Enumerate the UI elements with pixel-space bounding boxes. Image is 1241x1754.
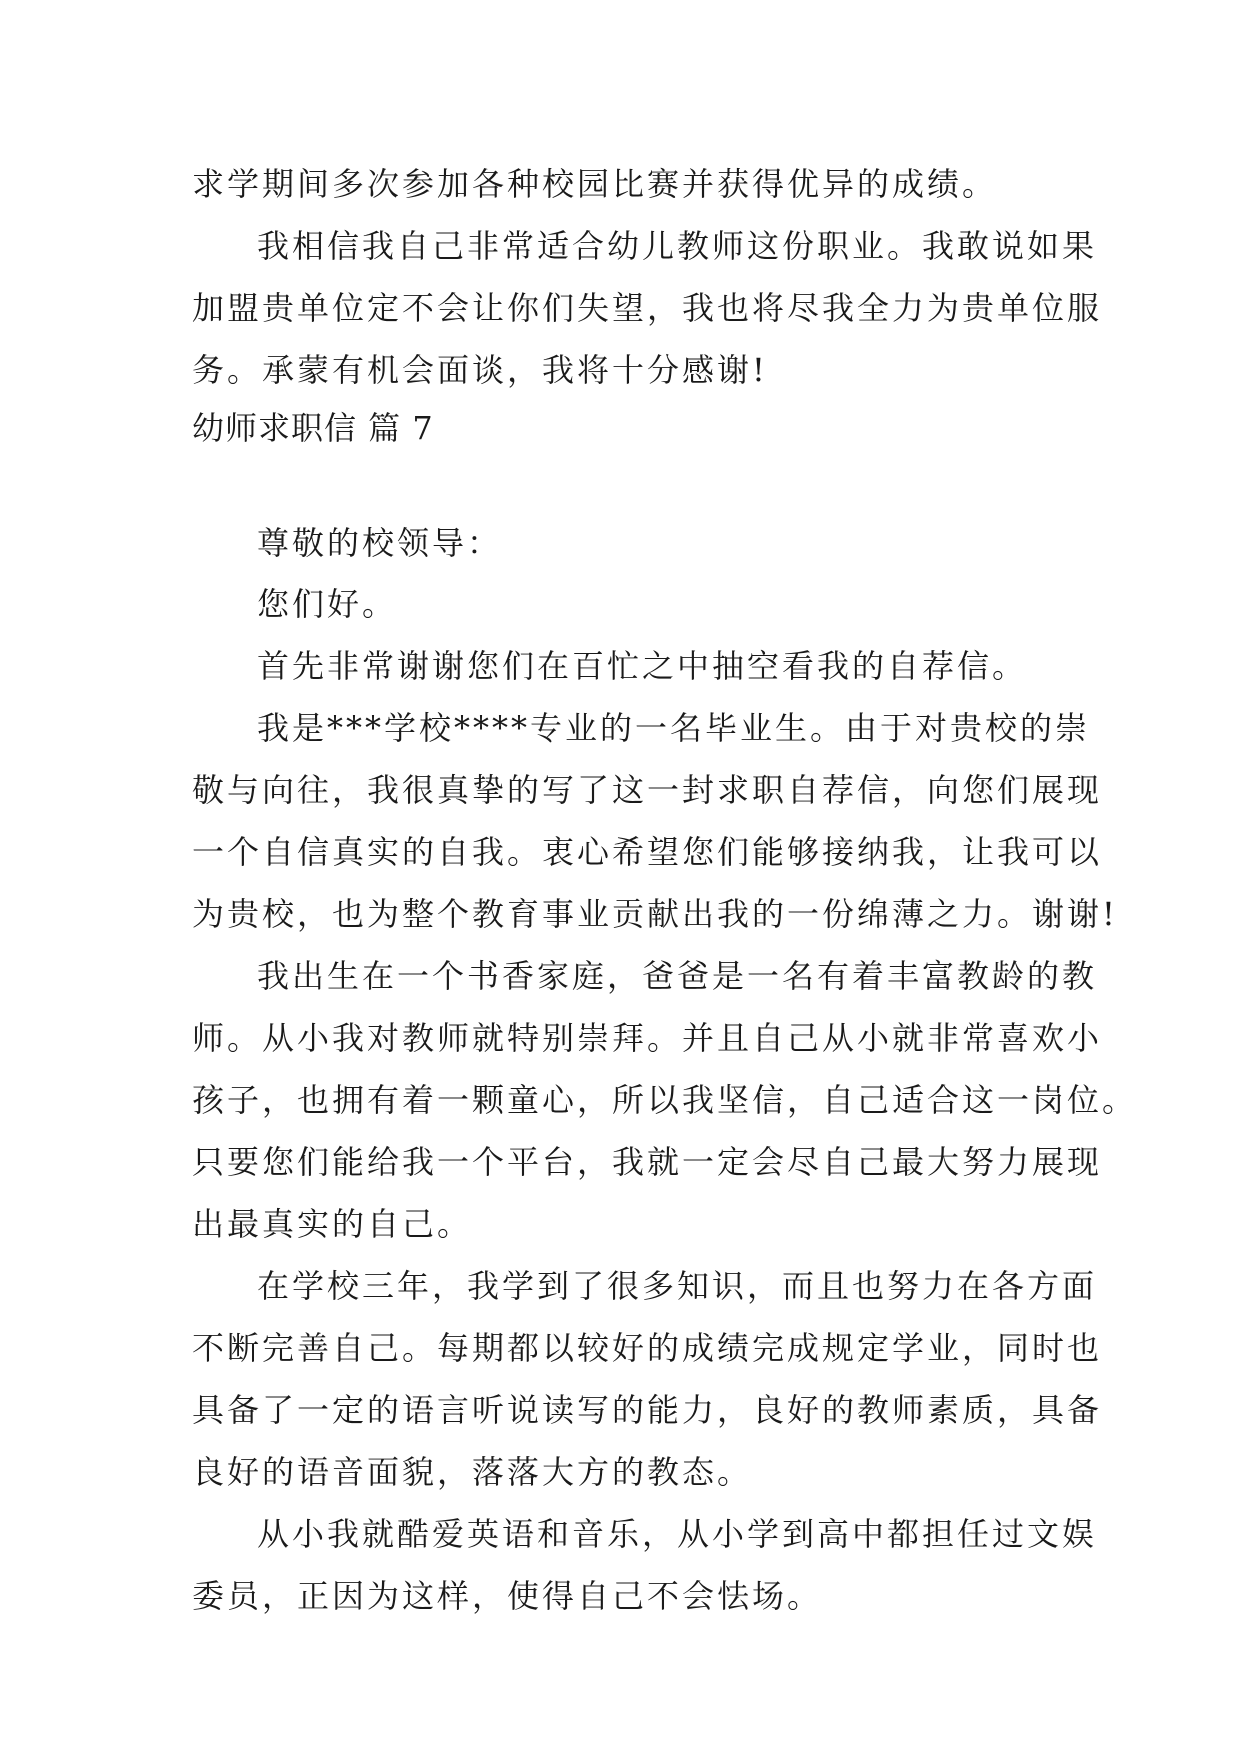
paragraph-first-line: 我出生在一个书香家庭，爸爸是一名有着丰富教龄的教 (257, 957, 1098, 995)
text-line: 良好的语音面貌，落落大方的教态。 (192, 1453, 753, 1491)
text-line: 敬与向往，我很真挚的写了这一封求职自荐信，向您们展现 (192, 771, 1103, 809)
text-line: 具备了一定的语言听说读写的能力，良好的教师素质，具备 (192, 1391, 1103, 1429)
text-line: 务。承蒙有机会面谈，我将十分感谢! (192, 351, 768, 389)
paragraph-first-line: 首先非常谢谢您们在百忙之中抽空看我的自荐信。 (257, 647, 1028, 685)
text-line: 一个自信真实的自我。衷心希望您们能够接纳我，让我可以 (192, 833, 1103, 871)
text-line: 出最真实的自己。 (192, 1205, 473, 1243)
text-line: 求学期间多次参加各种校园比赛并获得优异的成绩。 (192, 165, 998, 203)
paragraph-first-line: 我相信我自己非常适合幼儿教师这份职业。我敢说如果 (257, 227, 1098, 265)
greeting: 您们好。 (257, 585, 398, 623)
text-line: 为贵校，也为整个教育事业贡献出我的一份绵薄之力。谢谢! (192, 895, 1118, 933)
text-line: 只要您们能给我一个平台，我就一定会尽自己最大努力展现 (192, 1143, 1103, 1181)
text-line: 不断完善自己。每期都以较好的成绩完成规定学业，同时也 (192, 1329, 1103, 1367)
section-heading: 幼师求职信 篇 7 (192, 409, 434, 447)
text-line: 加盟贵单位定不会让你们失望，我也将尽我全力为贵单位服 (192, 289, 1103, 327)
text-line: 孩子，也拥有着一颗童心，所以我坚信，自己适合这一岗位。 (192, 1081, 1138, 1119)
text-line: 委员，正因为这样，使得自己不会怯场。 (192, 1577, 823, 1615)
salutation: 尊敬的校领导： (257, 524, 503, 562)
paragraph-first-line: 我是***学校****专业的一名毕业生。由于对贵校的崇 (257, 709, 1091, 747)
text-line: 师。从小我对教师就特别崇拜。并且自己从小就非常喜欢小 (192, 1019, 1103, 1057)
paragraph-first-line: 从小我就酷爱英语和音乐，从小学到高中都担任过文娱 (257, 1515, 1098, 1553)
paragraph-first-line: 在学校三年，我学到了很多知识，而且也努力在各方面 (257, 1267, 1098, 1305)
